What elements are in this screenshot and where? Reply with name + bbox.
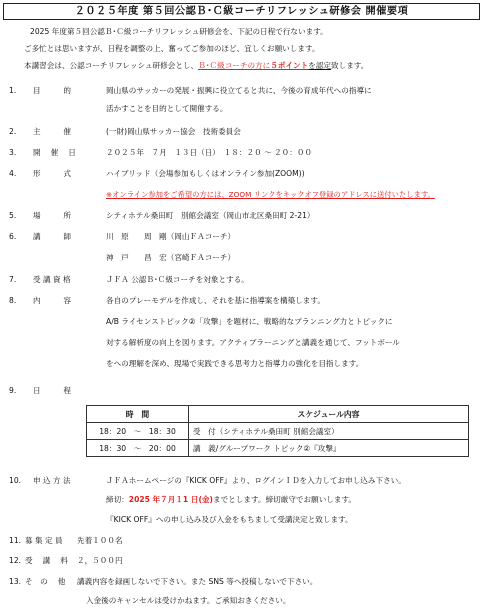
item-12-number: 12. <box>9 556 22 565</box>
item-1-label: 目 的 <box>33 86 71 95</box>
deadline-label: 締切： <box>106 495 129 504</box>
item-10-text: ＪＦＡホームページの『KICK OFF』より、ログインＩＤを入力してお申し込み下さい。 <box>106 476 406 485</box>
item-11-text: 先着１００名 <box>77 536 123 545</box>
document-title: ２０２５年度 第５回公認Ｂ･Ｃ級コーチリフレッシュ研修会 開催要項 <box>3 3 480 20</box>
intro-paragraph-2: ご多忙とは思いますが、日程を調整の上、奮ってご参加のほど、宜しくお願いします。 <box>24 44 320 53</box>
item-11-label: 募 集 定 員 <box>25 536 63 545</box>
intro-p3-part-a: 本講習会は、公認コーチリフレッシュ研修会とし、 <box>24 61 199 70</box>
intro-p3-part-e: 致します。 <box>331 61 369 70</box>
deadline-note: までとします。締切厳守でお願いします。 <box>213 495 357 504</box>
item-9-number: 9. <box>9 386 17 395</box>
schedule-row-2-content: 講 義/グループワーク トピック②『攻撃』 <box>189 440 469 457</box>
item-12-label: 受 講 料 <box>25 556 68 565</box>
item-10-number: 10. <box>9 476 22 485</box>
item-8-text-4: をへの理解を深め、現場で実践できる思考力と指導力の強化を目指します。 <box>106 359 364 368</box>
item-8-number: 8. <box>9 296 17 305</box>
item-13-text-2: 入金後のキャンセルは受けかねます。ご承知おきください。 <box>86 596 291 605</box>
schedule-header-time: 時 間 <box>87 406 189 423</box>
item-1-text-2: 活かすことを目的として開催する。 <box>106 104 228 113</box>
item-6-lecturer-1: 川 原 周 剛（岡山ＦＡコーチ） <box>106 232 236 241</box>
item-3-label: 開 催 日 <box>33 148 76 157</box>
item-8-label: 内 容 <box>33 296 71 305</box>
item-10-deadline <box>106 495 356 505</box>
intro-p3-points: ５ポイント <box>270 61 309 70</box>
item-8-text-3: 対する解析度の向上を図ります。アクティブラーニングと講義を通じて、フットボール <box>106 338 400 347</box>
item-12-text: ２，５００円 <box>77 556 123 565</box>
schedule-row-1-time: 18：20 ～ 18：30 <box>87 423 189 440</box>
intro-paragraph-3 <box>24 61 368 71</box>
item-2-number: 2. <box>9 127 17 136</box>
item-5-number: 5. <box>9 211 17 220</box>
item-4-text: ハイブリッド（会場参加もしくはオンライン参加(ZOOM)) <box>106 169 305 178</box>
schedule-header-row <box>87 406 469 423</box>
item-1-number: 1. <box>9 86 17 95</box>
item-8-text: 各自のプレーモデルを作成し、それを基に指導案を構築します。 <box>106 296 325 305</box>
item-3-number: 3. <box>9 148 17 157</box>
item-9-label: 日 程 <box>33 386 71 395</box>
deadline-date: 2025 年７月１1 日(金) <box>128 495 213 504</box>
intro-p3-coach-target: Ｂ･Ｃ級コーチの方に <box>198 61 271 70</box>
item-6-number: 6. <box>9 232 17 241</box>
item-7-number: 7. <box>9 275 17 284</box>
item-6-lecturer-2: 神 戸 昌 宏（宮崎ＦＡコーチ） <box>106 253 236 262</box>
item-7-label: 受 講 資 格 <box>33 275 71 284</box>
intro-paragraph-1: 2025 年度第５回公認Ｂ･Ｃ級コーチリフレッシュ研修会を、下記の日程で行ないます。 <box>30 27 328 36</box>
item-1-text: 岡山県のサッカーの発展・振興に役立てると共に、今後の育成年代への指導に <box>106 86 372 95</box>
item-4-number: 4. <box>9 169 17 178</box>
schedule-row-1-content: 受 付（シティホテル桑田町 別館会議室） <box>189 423 469 440</box>
item-10-label: 申 込 方 法 <box>33 476 71 485</box>
item-8-text-2: A/B ライセンストピック②「攻撃」を題材に、戦略的なプランニング力とトピックに <box>106 317 393 326</box>
intro-p3-certify: を認定 <box>308 61 332 70</box>
schedule-row <box>87 423 469 440</box>
item-6-label: 講 師 <box>33 232 71 241</box>
schedule-table <box>86 405 469 457</box>
schedule-row <box>87 440 469 457</box>
item-13-text: 講義内容を録画しないで下さい。また SNS 等へ投稿しないで下さい。 <box>77 577 318 586</box>
item-2-text: (一財)岡山県サッカー協会 技術委員会 <box>106 127 241 136</box>
item-13-number: 13. <box>9 577 22 586</box>
item-2-label: 主 催 <box>33 127 71 136</box>
item-5-label: 場 所 <box>33 211 71 220</box>
item-3-text: ２０２５年 ７月 １３日（日） １８：２０ ～ ２０：００ <box>106 148 313 157</box>
item-5-text: シティホテル桑田町 別館会議室（岡山市北区桑田町 2-21） <box>106 211 315 220</box>
schedule-header-content: スケジュール内容 <box>189 406 469 423</box>
item-7-text: ＪＦＡ 公認Ｂ･Ｃ級コーチを対象とする。 <box>106 275 249 284</box>
schedule-row-2-time: 18：30 ～ 20：00 <box>87 440 189 457</box>
item-4-label: 形 式 <box>33 169 71 178</box>
item-10-text-3: 『KICK OFF』への申し込み及び入金をもちまして受講決定と致します。 <box>106 515 353 524</box>
item-11-number: 11. <box>9 536 22 545</box>
item-13-label: そ の 他 <box>25 577 66 586</box>
item-4-online-note: ※オンライン参加をご希望の方には、ZOOM リンクをキックオフ登録のアドレスに送付いたします。 <box>106 190 435 199</box>
